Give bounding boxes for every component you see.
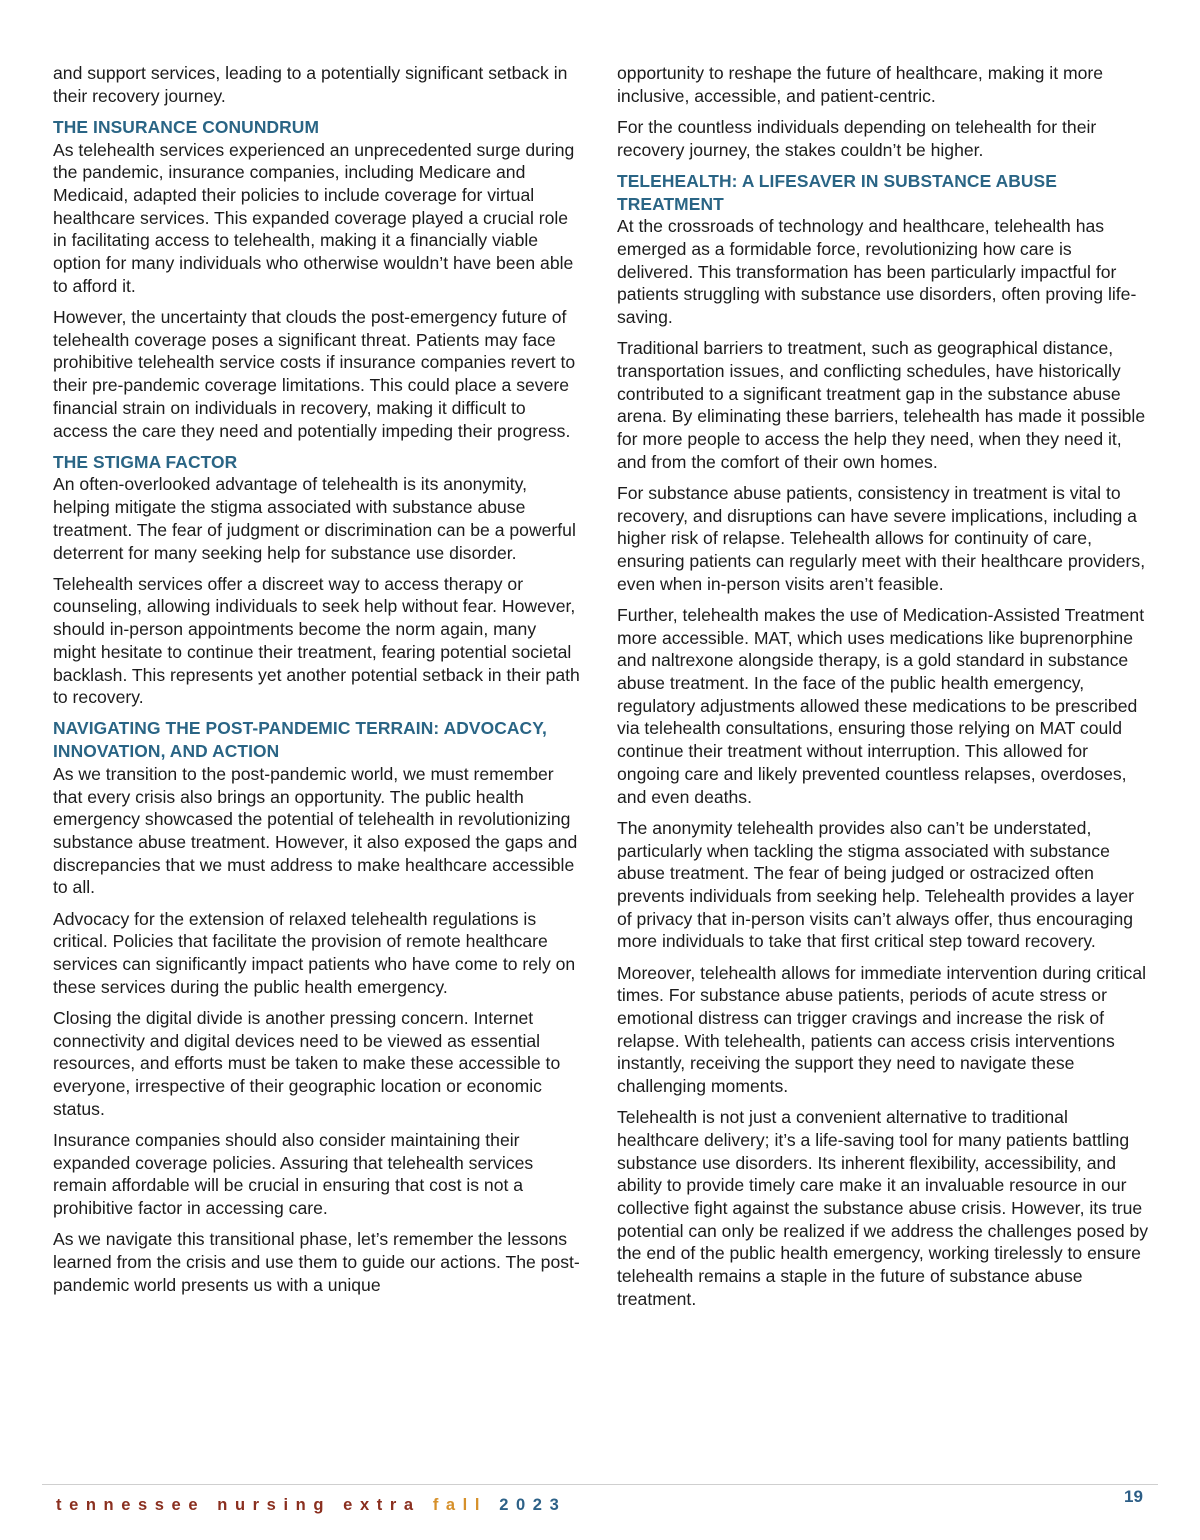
paragraph: Closing the digital divide is another pressing concern. Internet connectivity and digital devices need to be viewed as essential resources, and efforts must be taken to make these accessible to everyone, irrespective of their geographic location or economic status. [53, 1007, 561, 1119]
section-heading-stigma: THE STIGMA FACTOR [53, 451, 238, 472]
footer-year: 2023 [499, 1496, 567, 1514]
paragraph: and support services, leading to a potentially significant setback in their recovery journey. [53, 63, 568, 106]
footer-divider [42, 1484, 1158, 1485]
paragraph: Moreover, telehealth allows for immediate intervention during critical times. For substance abuse patients, periods of acute stress or emotional distress can trigger cravings and increase the risk of relapse. With telehealth, patients can access crisis interventions instantly, receiving the support they need to navigate these challenging moments. [617, 962, 1147, 1097]
paragraph: As we navigate this transitional phase, let’s remember the lessons learned from the crisis and use them to guide our actions. The post-pandemic world presents us with a unique [53, 1229, 580, 1295]
paragraph: Telehealth services offer a discreet way to access therapy or counseling, allowing individuals to seek help without fear. However, should in-person appointments become the norm again, many might hesitate to continue their treatment, fearing potential societal backlash. This represents yet another potential setback in their path to recovery. [53, 573, 580, 708]
paragraph: However, the uncertainty that clouds the post-emergency future of telehealth coverage poses a significant threat. Patients may face prohibitive telehealth service costs if insurance companies revert to their pre-pandemic coverage limitations. This could place a severe financial strain on individuals in recovery, making it difficult to access the care they need and potentially impeding their progress. [53, 307, 576, 441]
paragraph: Telehealth is not just a convenient alternative to traditional healthcare delivery; it’s a life-saving tool for many patients battling substance use disorders. Its inherent flexibility, accessibility, and ability to provide timely care make it an invaluable resource in our collective fight against the substance abuse crisis. However, its true potential can only be realized if we address the challenges posed by the end of the public health emergency, working tirelessly to ensure telehealth remains a staple in the future of substance abuse treatment. [617, 1107, 1149, 1309]
page-number: 19 [1124, 1487, 1143, 1506]
paragraph: At the crossroads of technology and healthcare, telehealth has emerged as a formidable force, revolutionizing how care is delivered. This transformation has been particularly impactful for patients struggling with substance use disorders, often proving life-saving. [617, 216, 1137, 328]
section-heading-navigating: NAVIGATING THE POST-PANDEMIC TERRAIN: ADVOCACY, INNOVATION, AND ACTION [53, 718, 547, 762]
paragraph: For substance abuse patients, consistency in treatment is vital to recovery, and disruptions can have severe implications, including a higher risk of relapse. Telehealth allows for continuity of care, ensuring patients can regularly meet with their healthcare providers, even when in-person visits aren’t feasible. [617, 482, 1146, 594]
section-heading-lifesaver: TELEHEALTH: A LIFESAVER IN SUBSTANCE ABUSE TREATMENT [617, 170, 1057, 214]
section-heading-insurance: THE INSURANCE CONUNDRUM [53, 116, 320, 137]
paragraph: Traditional barriers to treatment, such as geographical distance, transportation issues, and conflicting schedules, have historically contributed to a significant treatment gap in the substance abuse arena. By eliminating these barriers, telehealth has made it possible for more people to access the help they need, when they need it, and from the comfort of their own homes. [617, 338, 1146, 472]
left-column [53, 62, 583, 1305]
paragraph: Insurance companies should also consider maintaining their expanded coverage policies. Assuring that telehealth services remain affordable will be crucial in ensuring that cost is not a prohibitive factor in accessing care. [53, 1129, 534, 1219]
paragraph: opportunity to reshape the future of healthcare, making it more inclusive, accessible, and patient-centric. [617, 63, 1104, 106]
footer-publication [56, 1496, 566, 1515]
footer-season: fall [432, 1496, 488, 1514]
paragraph: An often-overlooked advantage of telehealth is its anonymity, helping mitigate the stigma associated with substance abuse treatment. The fear of judgment or discrimination can be a powerful deterrent for many seeking help for substance use disorder. [53, 474, 576, 563]
footer-magazine-name: tennessee nursing extra [56, 1496, 421, 1514]
paragraph: For the countless individuals depending on telehealth for their recovery journey, the stakes couldn’t be higher. [617, 116, 1097, 160]
paragraph: As telehealth services experienced an unprecedented surge during the pandemic, insurance companies, including Medicare and Medicaid, adapted their policies to include coverage for virtual healthcare services. This expanded coverage played a crucial role in facilitating access to telehealth, making it a financially viable option for many individuals who otherwise wouldn’t have been able to afford it. [53, 139, 575, 296]
paragraph: Further, telehealth makes the use of Medication-Assisted Treatment more accessible. MAT, which uses medications like buprenorphine and naltrexone alongside therapy, is a gold standard in substance abuse treatment. In the face of the public health emergency, regulatory adjustments allowed these medications to be prescribed via telehealth consultations, ensuring those relying on MAT could continue their treatment without interruption. This allowed for ongoing care and likely prevented countless relapses, overdoses, and even deaths. [617, 604, 1145, 807]
paragraph: As we transition to the post-pandemic world, we must remember that every crisis also brings an opportunity. The public health emergency showcased the potential of telehealth in revolutionizing substance abuse treatment. However, it also exposed the gaps and discrepancies that we must address to make healthcare accessible to all. [53, 763, 578, 898]
right-column [617, 62, 1152, 1319]
paragraph: The anonymity telehealth provides also can’t be understated, particularly when tackling the stigma associated with substance abuse treatment. The fear of being judged or ostracized often prevents individuals from seeking help. Telehealth provides a layer of privacy that in-person visits can’t always offer, thus encouraging more individuals to take that first critical step toward recovery. [617, 817, 1135, 952]
paragraph: Advocacy for the extension of relaxed telehealth regulations is critical. Policies that facilitate the provision of remote healthcare services can significantly impact patients who have come to rely on these services during the public health emergency. [53, 908, 576, 997]
